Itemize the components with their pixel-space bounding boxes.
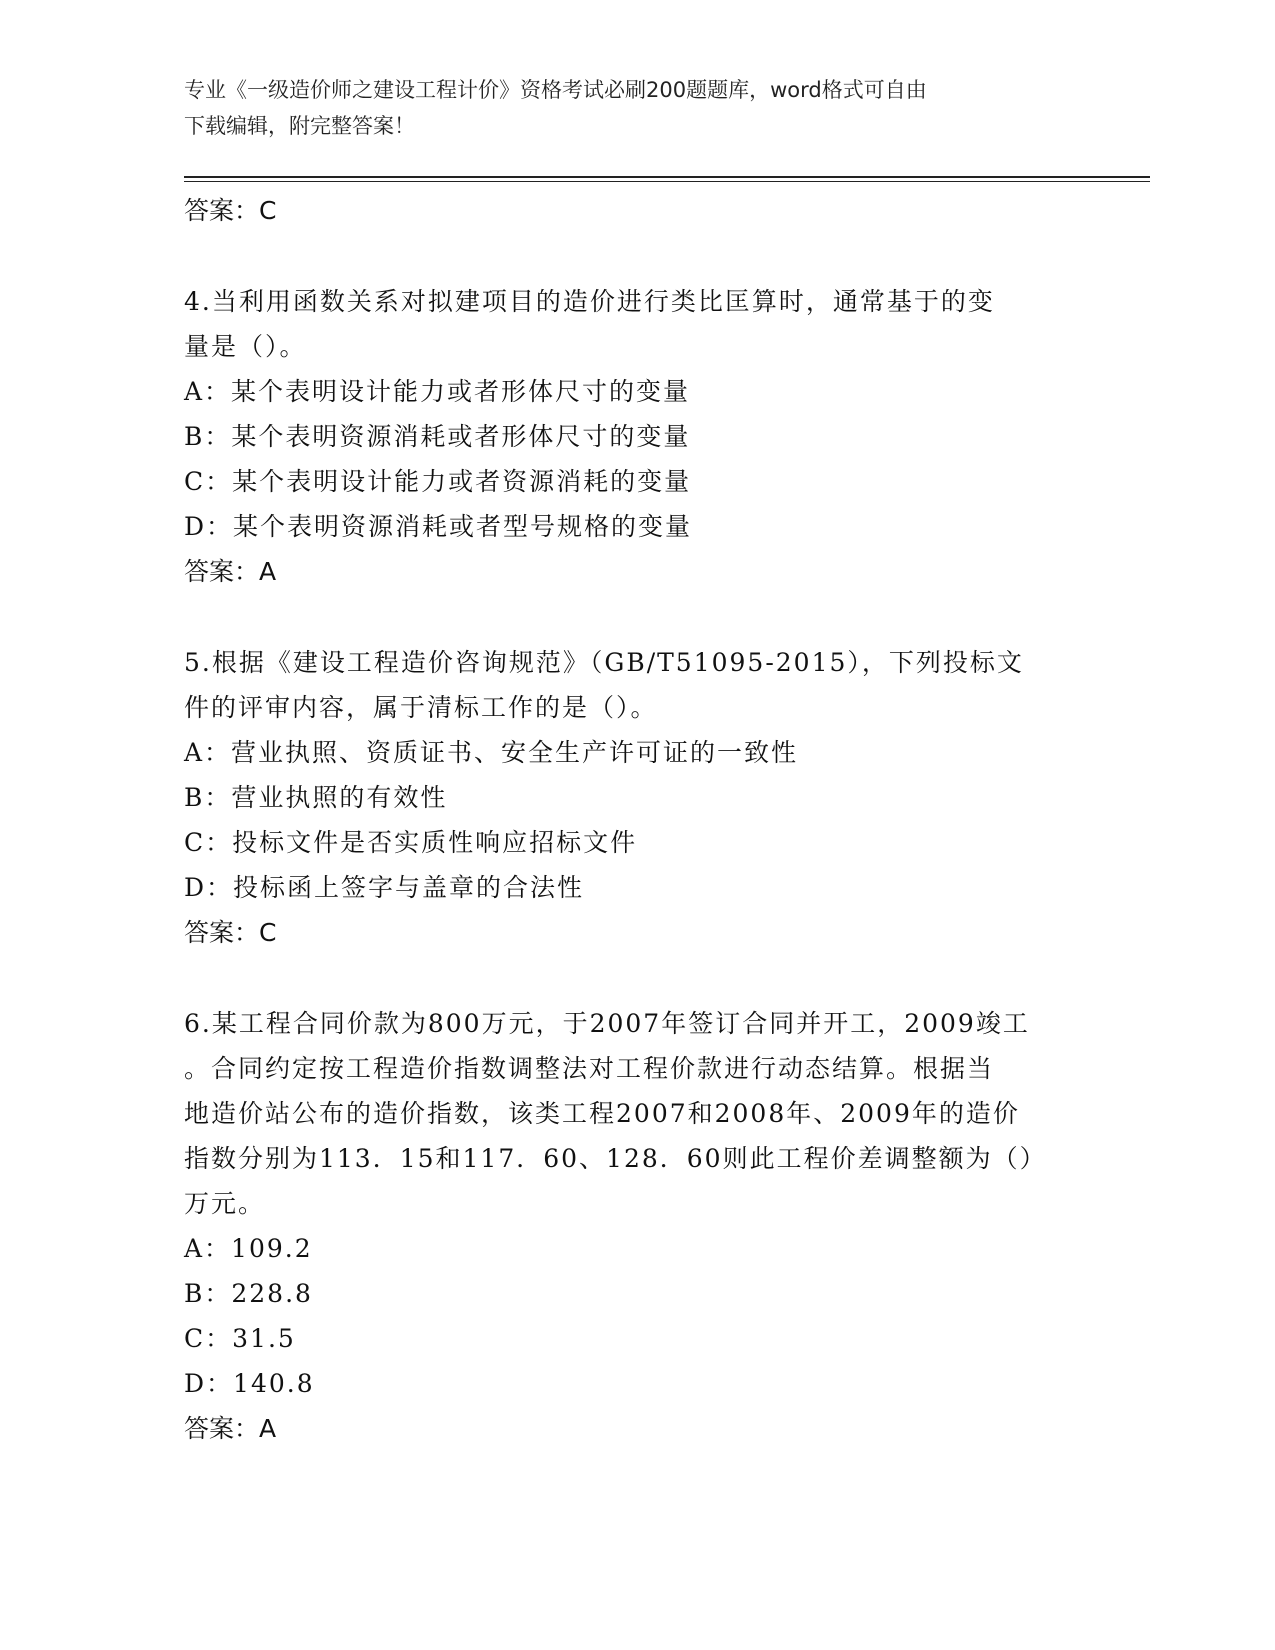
question-5-option-b: B：营业执照的有效性	[184, 783, 448, 812]
question-4-option-d: D：某个表明资源消耗或者型号规格的变量	[184, 512, 693, 541]
question-6-answer: 答案：A	[184, 1414, 277, 1443]
spacer	[184, 234, 1084, 279]
previous-answer: 答案：C	[184, 196, 277, 225]
question-5-text-line-1: 5.根据《建设工程造价咨询规范》（GB/T51095-2015），下列投标文	[184, 648, 1024, 677]
question-6-text-line-4: 指数分别为113．15和117．60、128．60则此工程价差调整额为（）	[184, 1144, 1047, 1173]
question-6-option-b: B：228.8	[184, 1279, 313, 1308]
document-header	[184, 72, 1084, 144]
question-6-text-line-1: 6.某工程合同价款为800万元，于2007年签订合同并开工，2009竣工	[184, 1009, 1030, 1038]
question-6-text-line-2: 。合同约定按工程造价指数调整法对工程价款进行动态结算。根据当	[184, 1054, 995, 1083]
question-5-option-c: C：投标文件是否实质性响应招标文件	[184, 828, 638, 857]
question-5-answer: 答案：C	[184, 918, 277, 947]
question-4-option-b: B：某个表明资源消耗或者形体尺寸的变量	[184, 422, 691, 451]
question-6-text-line-5: 万元。	[184, 1189, 266, 1218]
question-4-option-a: A：某个表明设计能力或者形体尺寸的变量	[184, 377, 691, 406]
question-4-answer: 答案：A	[184, 557, 277, 586]
header-divider-thick	[184, 176, 1150, 178]
question-4-text-line-1: 4.当利用函数关系对拟建项目的造价进行类比匡算时，通常基于的变	[184, 287, 995, 316]
question-6-text-line-3: 地造价站公布的造价指数，该类工程2007和2008年、2009年的造价	[184, 1099, 1020, 1128]
spacer	[184, 956, 1084, 1001]
question-5-option-a: A：营业执照、资质证书、安全生产许可证的一致性	[184, 738, 799, 767]
question-4-text-line-2: 量是（）。	[184, 332, 307, 361]
question-4	[184, 279, 1084, 595]
header-divider-thin	[184, 181, 1150, 182]
question-6-option-c: C：31.5	[184, 1324, 296, 1353]
question-list	[184, 188, 1084, 1452]
question-6-option-d: D：140.8	[184, 1369, 315, 1398]
header-line-1: 专业《一级造价师之建设工程计价》资格考试必刷200题题库，word格式可自由	[184, 78, 927, 102]
question-5-text-line-2: 件的评审内容，属于清标工作的是（）。	[184, 693, 658, 722]
question-5	[184, 640, 1084, 956]
question-5-option-d: D：投标函上签字与盖章的合法性	[184, 873, 585, 902]
spacer	[184, 595, 1084, 640]
question-6	[184, 1001, 1084, 1452]
question-4-option-c: C：某个表明设计能力或者资源消耗的变量	[184, 467, 692, 496]
header-line-2: 下载编辑，附完整答案！	[184, 114, 415, 138]
question-6-option-a: A：109.2	[184, 1234, 313, 1263]
